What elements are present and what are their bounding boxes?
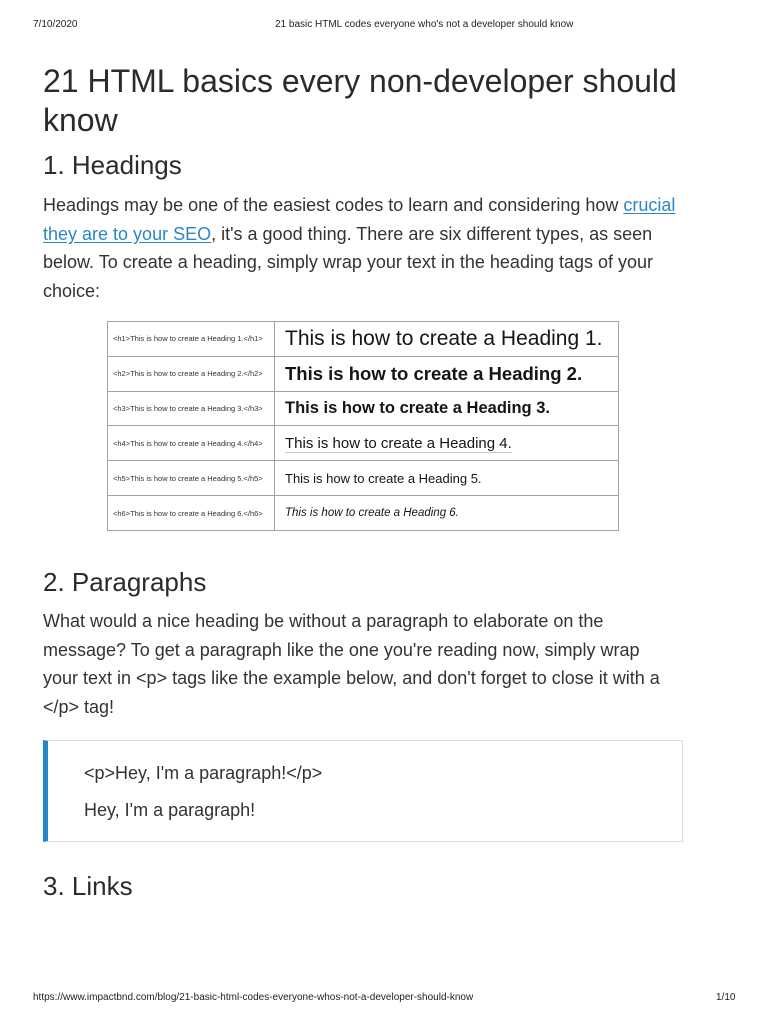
paragraph-example-box <box>43 740 683 842</box>
heading-6-sample: This is how to create a Heading 6. <box>285 507 459 520</box>
heading-code-cell: <h2>This is how to create a Heading 2.</h2> <box>108 357 275 391</box>
heading-rendered-cell <box>275 322 618 356</box>
seo-article-link[interactable]: crucial they are to your SEO <box>43 195 676 244</box>
heading-1-sample: This is how to create a Heading 1. <box>285 326 603 350</box>
headings-text-before-link: Headings may be one of the easiest codes to learn and considering how <box>43 195 624 215</box>
headings-paragraph <box>43 191 688 305</box>
heading-3-sample: This is how to create a Heading 3. <box>285 399 550 418</box>
table-row <box>108 425 618 460</box>
heading-4-sample: This is how to create a Heading 4. <box>285 434 512 452</box>
heading-code-cell: <h4>This is how to create a Heading 4.</h4> <box>108 426 275 460</box>
heading-examples-table <box>107 321 619 531</box>
table-row <box>108 495 618 530</box>
section-title-headings: 1. Headings <box>43 150 182 180</box>
heading-rendered-cell <box>275 392 618 426</box>
table-row <box>108 322 618 356</box>
paragraph-example-output: Hey, I'm a paragraph! <box>84 800 256 820</box>
heading-rendered-cell <box>275 496 618 530</box>
print-footer-url: https://www.impactbnd.com/blog/21-basic-html-codes-everyone-whos-not-a-developer-should-know <box>33 992 474 1003</box>
heading-rendered-cell <box>275 461 618 495</box>
heading-5-sample: This is how to create a Heading 5. <box>285 470 482 486</box>
print-footer-page-number: 1/10 <box>716 992 736 1003</box>
article-title: 21 HTML basics every non-developer should know <box>43 63 677 138</box>
table-row <box>108 460 618 495</box>
section-title-links: 3. Links <box>43 871 133 901</box>
heading-code-cell: <h6>This is how to create a Heading 6.</h6> <box>108 496 275 530</box>
heading-code-cell: <h1>This is how to create a Heading 1.</h1> <box>108 322 275 356</box>
section-title-paragraphs: 2. Paragraphs <box>43 567 207 597</box>
table-row <box>108 356 618 391</box>
heading-rendered-cell <box>275 357 618 391</box>
print-header-date: 7/10/2020 <box>33 19 78 30</box>
paragraph-example-code: <p>Hey, I'm a paragraph!</p> <box>84 763 323 783</box>
print-header-title: 21 basic HTML codes everyone who's not a developer should know <box>275 19 574 30</box>
table-row <box>108 391 618 426</box>
paragraphs-paragraph: What would a nice heading be without a paragraph to elaborate on the message? To get a paragraph like the one you're reading now, simply wrap your text in <p> tags like the example below, and don't forget to close it with a </p> tag! <box>43 611 660 717</box>
headings-text-after-link: , it's a good thing. There are six different types, as seen below. To create a heading, simply wrap your text in the heading tags of your choice: <box>43 223 654 301</box>
heading-2-sample: This is how to create a Heading 2. <box>285 362 583 384</box>
heading-code-cell: <h5>This is how to create a Heading 5.</h5> <box>108 461 275 495</box>
heading-rendered-cell <box>275 426 618 460</box>
heading-code-cell: <h3>This is how to create a Heading 3.</h3> <box>108 392 275 426</box>
